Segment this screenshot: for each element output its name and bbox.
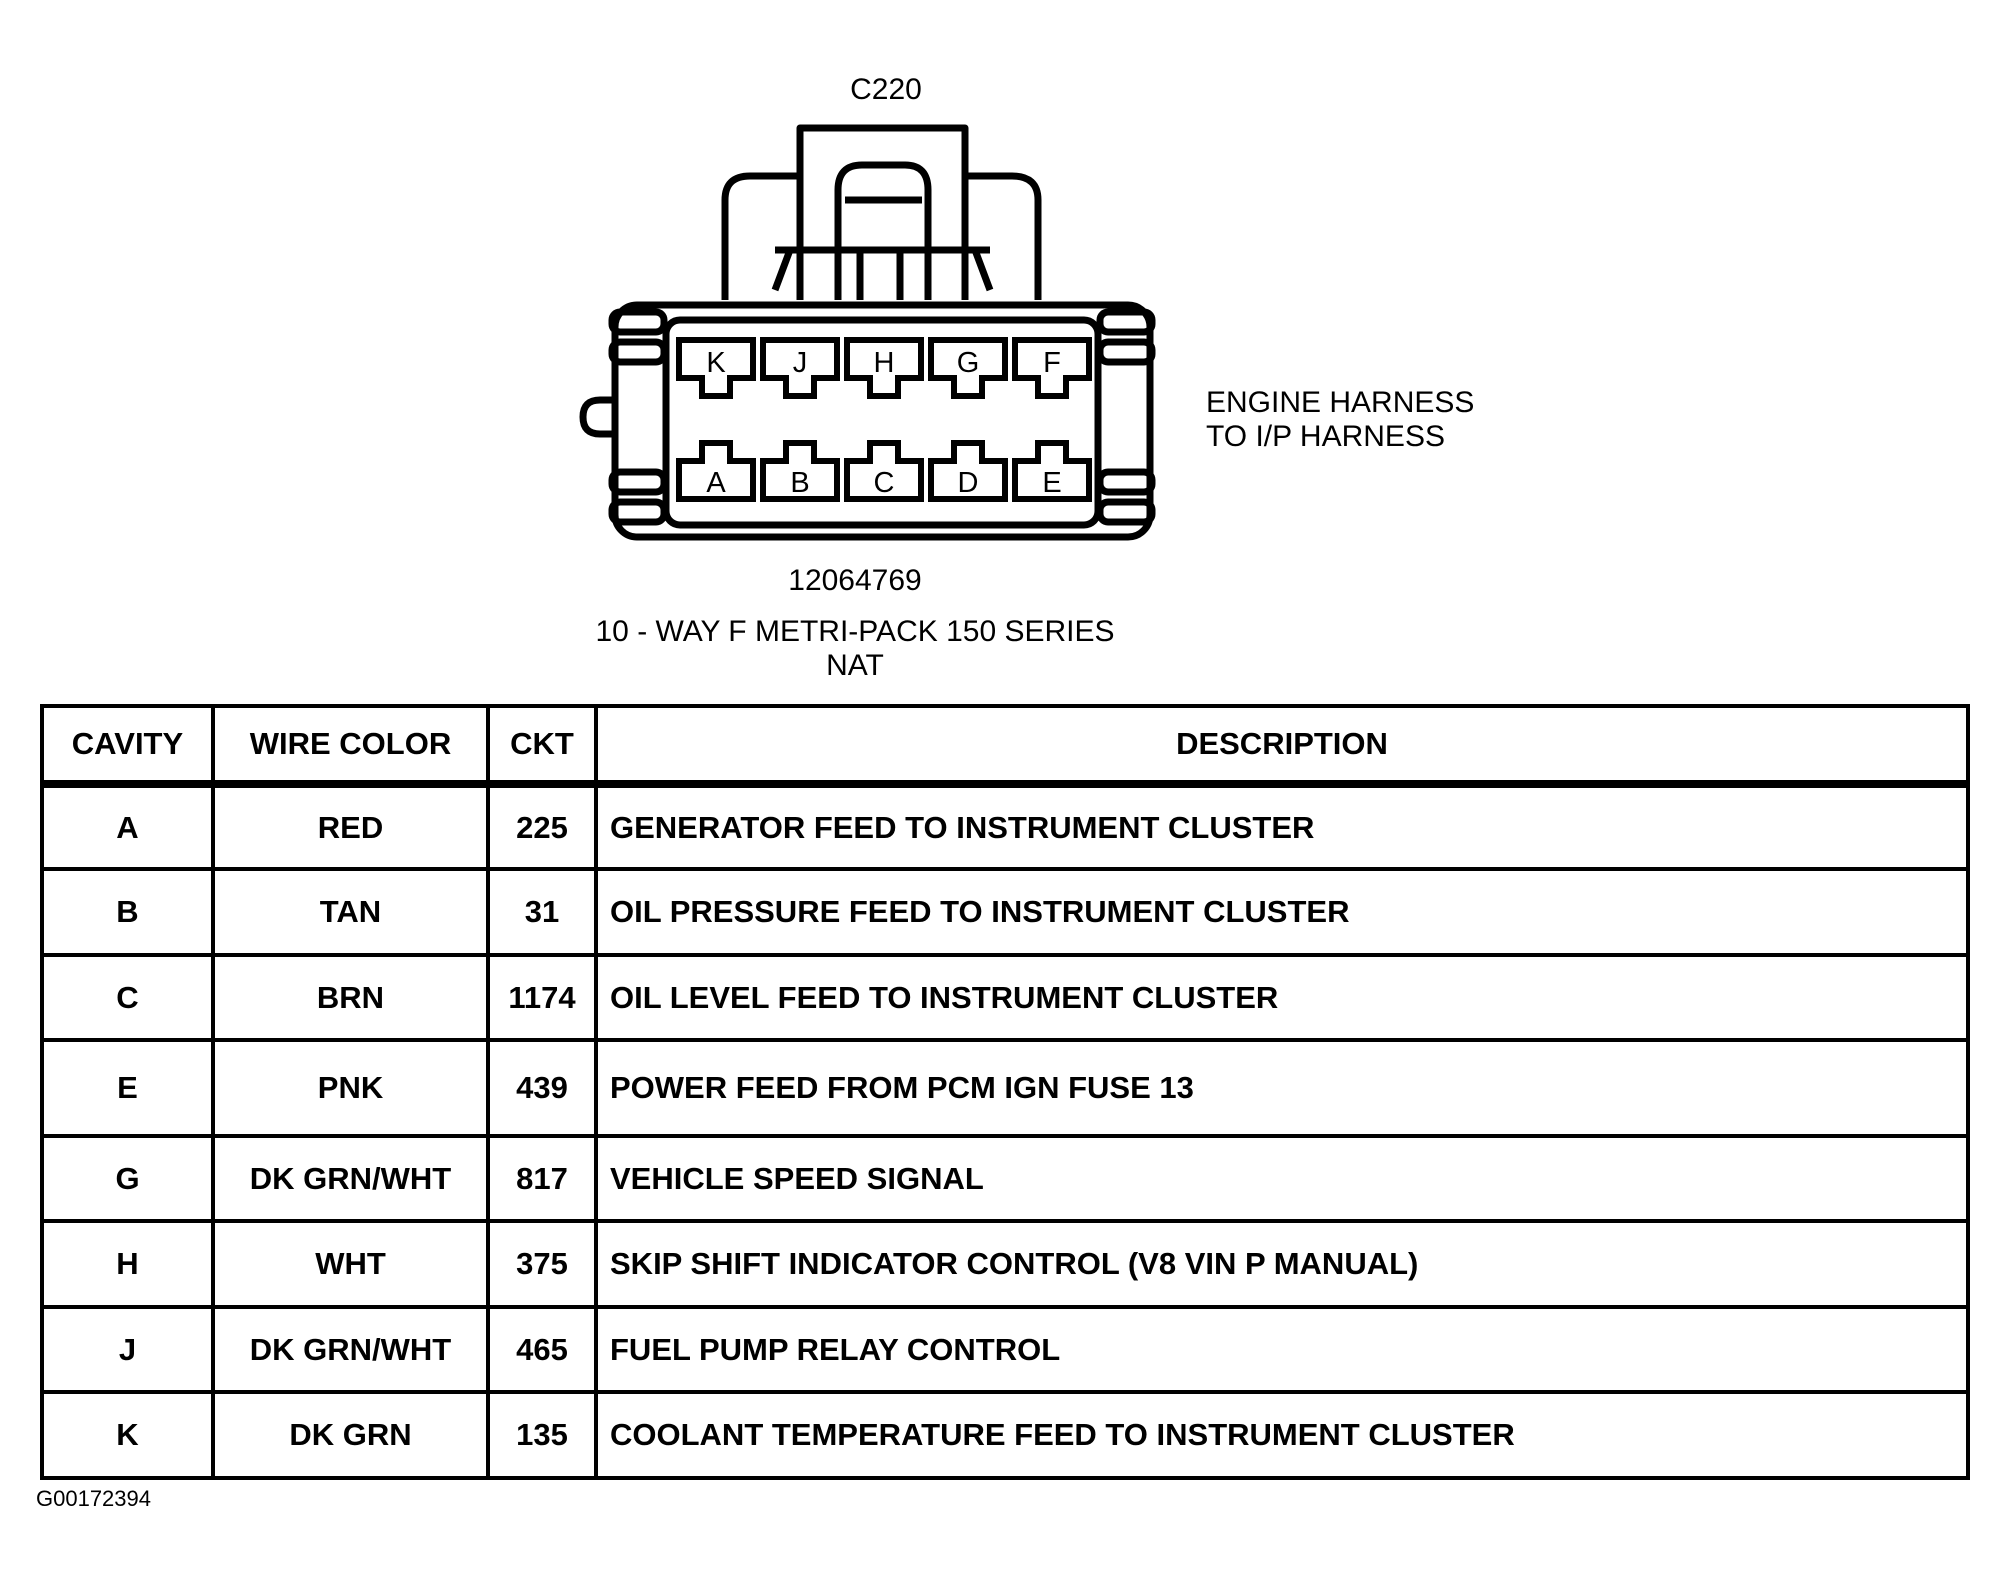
cell-wire-color: TAN — [213, 869, 488, 954]
cell-wire-color: BRN — [213, 955, 488, 1040]
pinout-table — [40, 704, 1970, 1480]
connector-c220-drawing — [0, 0, 2004, 700]
table-header-row — [42, 706, 1968, 784]
pin-label: F — [1043, 347, 1061, 379]
cell-cavity: A — [42, 784, 213, 869]
cell-description: COOLANT TEMPERATURE FEED TO INSTRUMENT CLUSTER — [596, 1392, 1968, 1478]
connector-id: C220 — [850, 73, 922, 106]
table-row — [42, 955, 1968, 1040]
connector-series: 10 - WAY F METRI-PACK 150 SERIES — [595, 615, 1115, 648]
pin-d — [931, 443, 1005, 499]
cell-cavity: C — [42, 955, 213, 1040]
cell-ckt: 31 — [488, 869, 596, 954]
pin-g — [931, 340, 1005, 396]
cell-cavity: J — [42, 1307, 213, 1392]
connector-latch — [800, 128, 965, 300]
header-cavity: CAVITY — [42, 706, 213, 784]
connector-color-code: NAT — [826, 649, 884, 682]
pin-f — [1015, 340, 1089, 396]
connector-side-tab — [583, 400, 615, 434]
cell-description: POWER FEED FROM PCM IGN FUSE 13 — [596, 1040, 1968, 1136]
cell-wire-color: DK GRN/WHT — [213, 1307, 488, 1392]
cell-cavity: E — [42, 1040, 213, 1136]
cell-description: GENERATOR FEED TO INSTRUMENT CLUSTER — [596, 784, 1968, 869]
pin-label: K — [706, 347, 726, 379]
cell-wire-color: DK GRN/WHT — [213, 1136, 488, 1221]
cell-description: FUEL PUMP RELAY CONTROL — [596, 1307, 1968, 1392]
table-row — [42, 1392, 1968, 1478]
cell-wire-color: DK GRN — [213, 1392, 488, 1478]
cell-ckt: 439 — [488, 1040, 596, 1136]
table-row — [42, 784, 1968, 869]
table-row — [42, 1136, 1968, 1221]
cell-wire-color: RED — [213, 784, 488, 869]
table-row — [42, 1040, 1968, 1136]
pin-a — [679, 443, 753, 499]
figure-id: G00172394 — [36, 1486, 151, 1511]
table-row — [42, 1221, 1968, 1306]
cell-description: OIL LEVEL FEED TO INSTRUMENT CLUSTER — [596, 955, 1968, 1040]
pin-c — [847, 443, 921, 499]
pin-row-top — [679, 340, 1089, 396]
harness-label-line2: TO I/P HARNESS — [1206, 420, 1445, 453]
cell-ckt: 817 — [488, 1136, 596, 1221]
cell-wire-color: PNK — [213, 1040, 488, 1136]
pin-h — [847, 340, 921, 396]
pin-label: J — [792, 347, 808, 379]
pin-row-bottom — [679, 443, 1089, 499]
cell-cavity: B — [42, 869, 213, 954]
connector-shroud — [725, 176, 1038, 300]
pin-label: G — [956, 347, 980, 379]
header-wire-color: WIRE COLOR — [213, 706, 488, 784]
part-number: 12064769 — [788, 564, 922, 597]
pin-e — [1015, 443, 1089, 499]
pin-label: E — [1042, 467, 1062, 499]
harness-label-line1: ENGINE HARNESS — [1206, 386, 1475, 419]
cell-cavity: G — [42, 1136, 213, 1221]
pin-label: C — [873, 467, 895, 499]
table-row — [42, 1307, 1968, 1392]
pin-label: B — [790, 467, 810, 499]
header-description: DESCRIPTION — [596, 706, 1968, 784]
cell-ckt: 225 — [488, 784, 596, 869]
pin-b — [763, 443, 837, 499]
cell-cavity: H — [42, 1221, 213, 1306]
cell-cavity: K — [42, 1392, 213, 1478]
pin-label: A — [706, 467, 726, 499]
pin-j — [763, 340, 837, 396]
cell-wire-color: WHT — [213, 1221, 488, 1306]
cell-ckt: 1174 — [488, 955, 596, 1040]
pin-label: D — [957, 467, 979, 499]
cell-ckt: 465 — [488, 1307, 596, 1392]
pin-label: H — [873, 347, 895, 379]
header-ckt: CKT — [488, 706, 596, 784]
cell-ckt: 375 — [488, 1221, 596, 1306]
cell-description: VEHICLE SPEED SIGNAL — [596, 1136, 1968, 1221]
cell-description: SKIP SHIFT INDICATOR CONTROL (V8 VIN P MANUAL) — [596, 1221, 1968, 1306]
cell-ckt: 135 — [488, 1392, 596, 1478]
cell-description: OIL PRESSURE FEED TO INSTRUMENT CLUSTER — [596, 869, 1968, 954]
table-row — [42, 869, 1968, 954]
pin-k — [679, 340, 753, 396]
